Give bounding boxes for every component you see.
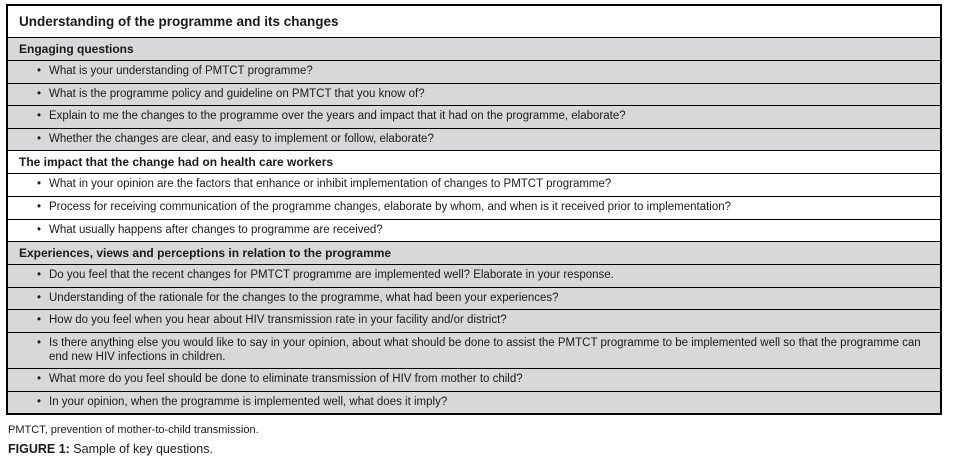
question-text: How do you feel when you hear about HIV transmission rate in your facility and/or district? (49, 314, 507, 327)
question-text: In your opinion, when the programme is implemented well, what does it imply? (49, 395, 448, 408)
bullet-icon: • (37, 110, 42, 123)
bullet-icon: • (37, 201, 42, 214)
bullet-icon: • (37, 132, 42, 145)
figure-caption-text: Sample of key questions. (69, 442, 213, 456)
question-row (8, 287, 940, 310)
question-row (8, 128, 940, 151)
question-text: Is there anything else you would like to say in your opinion, about what should be done to assist the PMTCT programme to be implemented well so that the programme can end new HIV infections in children. (49, 337, 921, 363)
question-text: What usually happens after changes to programme are received? (49, 223, 383, 236)
bullet-icon: • (37, 337, 42, 350)
question-row (8, 196, 940, 219)
bullet-icon: • (37, 291, 42, 304)
bullet-icon: • (37, 373, 42, 386)
question-text: What in your opinion are the factors that enhance or inhibit implementation of changes to PMTCT programme? (49, 178, 612, 191)
bullet-icon: • (37, 178, 42, 191)
question-row (8, 368, 940, 391)
question-text: What is your understanding of PMTCT programme? (49, 65, 313, 78)
figure-caption (8, 442, 955, 456)
question-row (8, 391, 940, 414)
bullet-icon: • (37, 269, 42, 282)
figure-page (0, 4, 955, 456)
bullet-icon: • (37, 314, 42, 327)
abbreviation-note: PMTCT, prevention of mother-to-child transmission. (8, 424, 259, 437)
question-text: Do you feel that the recent changes for PMTCT programme are implemented well? Elaborate in your response. (49, 269, 614, 282)
section-header: Engaging questions (8, 37, 940, 60)
table-title-label: Understanding of the programme and its changes (19, 14, 339, 29)
question-row (8, 105, 940, 128)
bullet-icon: • (37, 223, 42, 236)
question-row (8, 332, 940, 368)
question-row (8, 264, 940, 287)
bullet-icon: • (37, 65, 42, 78)
question-text: What more do you feel should be done to eliminate transmission of HIV from mother to child? (49, 373, 523, 386)
section-header: The impact that the change had on health care workers (8, 150, 940, 173)
question-row (8, 173, 940, 196)
key-questions-table (6, 4, 942, 415)
bullet-icon: • (37, 395, 42, 408)
question-row (8, 60, 940, 83)
section-header: Experiences, views and perceptions in relation to the programme (8, 241, 940, 264)
question-row (8, 219, 940, 242)
table-title (8, 6, 940, 37)
question-text: Whether the changes are clear, and easy to implement or follow, elaborate? (49, 132, 434, 145)
bullet-icon: • (37, 87, 42, 100)
question-row (8, 309, 940, 332)
question-text: Explain to me the changes to the programme over the years and impact that it had on the programme, elaborate? (49, 110, 626, 123)
question-text: What is the programme policy and guideline on PMTCT that you know of? (49, 87, 425, 100)
question-text: Process for receiving communication of the programme changes, elaborate by whom, and when is it received prior to implementation? (49, 201, 732, 214)
question-row (8, 83, 940, 106)
question-text: Understanding of the rationale for the changes to the programme, what had been your experiences? (49, 291, 559, 304)
figure-caption-label: FIGURE 1: (8, 442, 70, 456)
